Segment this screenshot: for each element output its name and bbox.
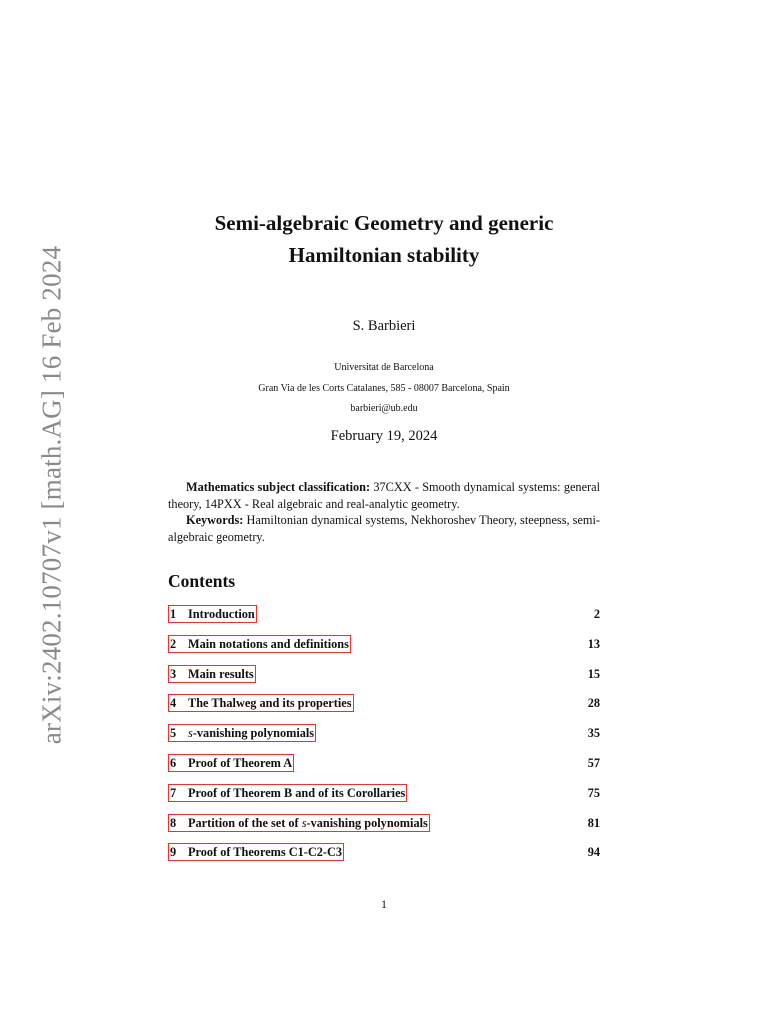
toc-number: 9: [170, 845, 177, 860]
toc-title: Proof of Theorems C1-C2-C3: [188, 845, 343, 860]
paper-title: [0, 207, 768, 271]
keywords-label: Keywords:: [186, 513, 244, 527]
toc-number: 8: [170, 815, 177, 830]
toc-page-number: 13: [587, 636, 600, 651]
toc-title: The Thalweg and its properties: [188, 696, 352, 711]
toc-link-s-vanishing-polynomials[interactable]: [168, 724, 316, 742]
toc-number: 3: [170, 666, 177, 681]
toc-number: 4: [170, 696, 177, 711]
toc-page-number: 28: [587, 696, 600, 711]
title-line-2: Hamiltonian stability: [288, 243, 480, 267]
toc-entry: [168, 605, 600, 635]
toc-link-partition-s-vanishing[interactable]: [168, 814, 430, 832]
toc-entry: [168, 754, 600, 784]
keywords-paragraph: [168, 512, 600, 545]
toc-number: 1: [170, 607, 177, 621]
toc-title: -vanishing polynomials: [192, 726, 315, 741]
paper-date: February 19, 2024: [330, 428, 438, 444]
toc-page-number: 75: [587, 785, 600, 800]
toc-title: Main notations and definitions: [188, 636, 349, 651]
toc-link-main-notations[interactable]: [168, 635, 351, 653]
toc-link-introduction[interactable]: [168, 605, 257, 623]
toc-link-proof-theorems-c[interactable]: [168, 843, 344, 861]
toc-page-number: 94: [587, 845, 600, 860]
toc-title: -vanishing polynomials: [306, 815, 428, 830]
msc-paragraph: [168, 479, 600, 512]
toc-title: Main results: [188, 666, 254, 681]
toc-entry: [168, 784, 600, 814]
toc-number: 6: [170, 755, 177, 770]
toc-entry: [168, 635, 600, 665]
toc-page-number: 2: [593, 607, 600, 621]
title-line-1: Semi-algebraic Geometry and generic: [214, 211, 554, 235]
toc-entry: [168, 843, 600, 873]
toc-link-main-results[interactable]: [168, 665, 256, 683]
toc-page-number: 81: [587, 815, 600, 830]
toc-number: 5: [170, 726, 177, 741]
arxiv-identifier-stamp: arXiv:2402.10707v1 [math.AG] 16 Feb 2024: [36, 245, 67, 745]
toc-entry: [168, 814, 600, 844]
toc-entry: [168, 694, 600, 724]
toc-title-math-symbol: s: [301, 815, 307, 830]
msc-label: Mathematics subject classification:: [186, 480, 371, 494]
contents-heading: Contents: [168, 571, 236, 591]
toc-page-number: 15: [587, 666, 600, 681]
toc-title: Introduction: [188, 607, 255, 621]
author-name: S. Barbieri: [352, 318, 416, 334]
table-of-contents: [168, 605, 600, 873]
toc-title: Proof of Theorem B and of its Corollaries: [188, 785, 406, 800]
toc-link-proof-theorem-b[interactable]: [168, 784, 407, 802]
toc-entry: [168, 724, 600, 754]
affiliation-address: Gran Via de les Corts Catalanes, 585 - 08007 Barcelona, Spain: [258, 383, 510, 394]
keywords-text: Hamiltonian dynamical systems, Nekhoroshev Theory, steepness, semi-algebraic geometry.: [168, 513, 601, 544]
toc-title: Partition of the set of: [188, 815, 302, 830]
toc-number: 2: [170, 636, 177, 651]
msc-text: 37CXX - Smooth dynamical systems: general theory, 14PXX - Real algebraic and real-analytic geometry.: [168, 480, 600, 511]
page-number: 1: [381, 897, 387, 911]
affiliation-institution: Universitat de Barcelona: [334, 362, 434, 373]
toc-link-proof-theorem-a[interactable]: [168, 754, 294, 772]
toc-title-math-symbol: s: [188, 726, 193, 741]
classification-block: [168, 479, 600, 545]
affiliation-email: barbieri@ub.edu: [350, 403, 418, 414]
toc-number: 7: [170, 785, 177, 800]
toc-entry: [168, 665, 600, 695]
toc-title: Proof of Theorem A: [188, 755, 293, 770]
toc-link-thalweg[interactable]: [168, 694, 354, 712]
toc-page-number: 57: [587, 755, 600, 770]
toc-page-number: 35: [587, 726, 600, 741]
